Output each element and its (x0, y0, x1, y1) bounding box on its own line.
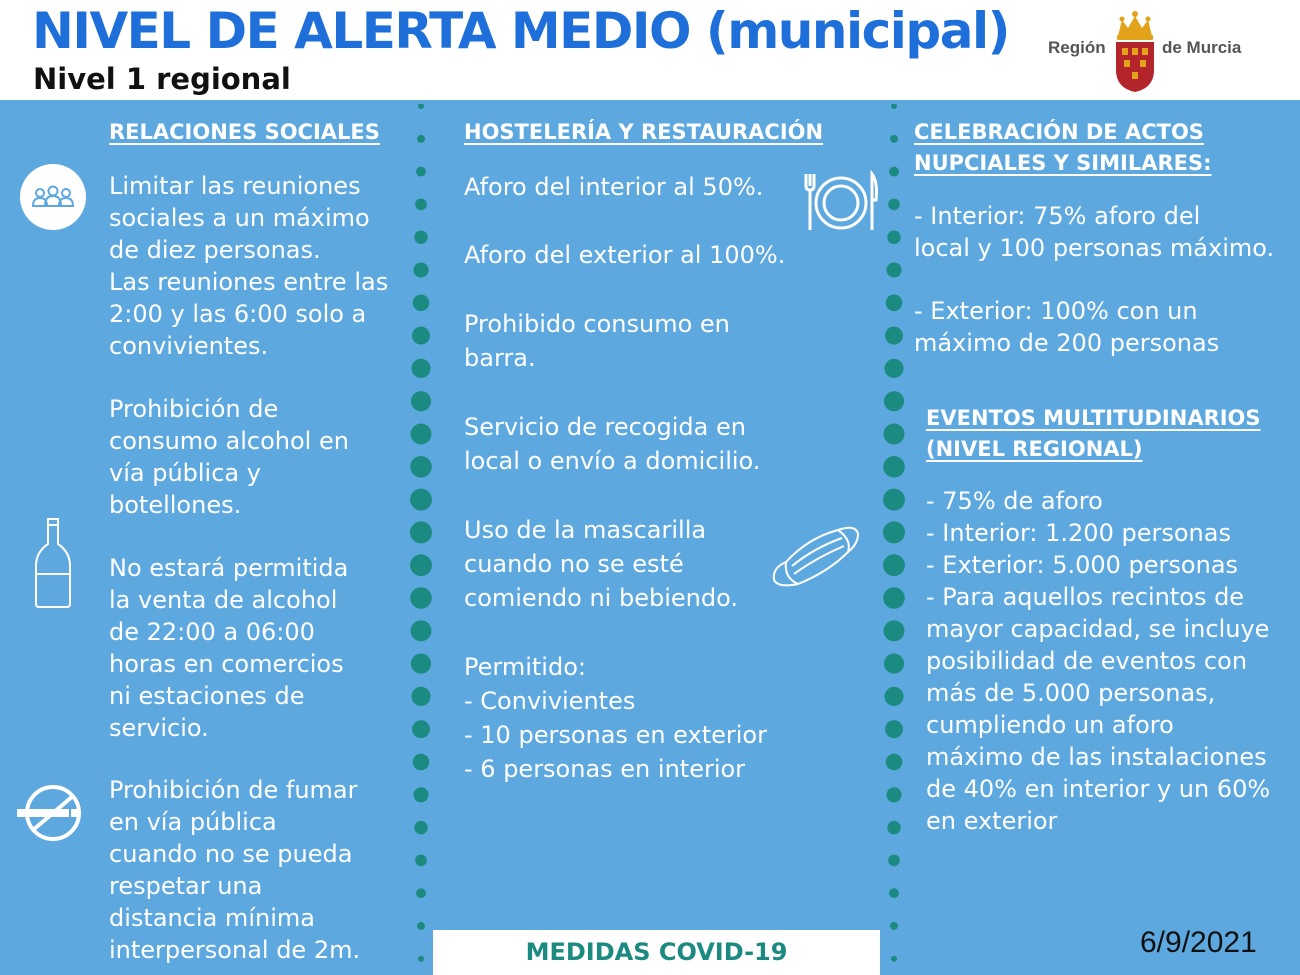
divider-dot (412, 720, 430, 738)
divider-dot (884, 654, 904, 674)
hostel-item-3: Prohibido consumo en barra. (464, 310, 730, 372)
page-subtitle: Nivel 1 regional (33, 62, 291, 96)
divider-dot (887, 821, 900, 834)
divider-dot (415, 855, 427, 867)
events-heading-1: CELEBRACIÓN DE ACTOS NUPCIALES Y SIMILARES: (914, 120, 1212, 175)
divider-dot (413, 787, 428, 802)
divider-dot (417, 922, 425, 930)
divider-dot (884, 391, 904, 411)
divider-dot (887, 230, 900, 243)
social-heading: RELACIONES SOCIALES (109, 120, 380, 144)
dotted-divider-right (882, 104, 906, 974)
divider-dot (410, 456, 432, 478)
divider-dot (416, 167, 426, 177)
divider-dot (411, 391, 431, 411)
divider-dot (884, 620, 905, 641)
divider-dot (889, 167, 899, 177)
plate-cutlery-icon (804, 170, 878, 232)
bottle-icon (32, 516, 74, 610)
divider-dot (418, 104, 424, 109)
header (0, 0, 1300, 100)
divider-dot (891, 104, 897, 109)
divider-dot (411, 654, 431, 674)
social-item-1: Limitar las reuniones sociales a un máximo de diez personas. Las reuniones entre las 2:00 y las 6:00 solo a convivientes. (109, 172, 389, 360)
divider-dot (411, 620, 432, 641)
events-item-1: - Interior: 75% aforo del local y 100 personas máximo. (914, 202, 1275, 262)
events-item-2: - Exterior: 100% con un máximo de 200 personas (914, 297, 1220, 357)
events-item-3: - 75% de aforo - Interior: 1.200 personas - Exterior: 5.000 personas - Para aquellos recintos de mayor capacidad, se incluye posibilidad de eventos con más de 5.000 personas, cumpliendo un aforo máximo de las instalaciones de 40% en interior y un 60% en exterior (926, 487, 1271, 835)
hostel-item-6: Permitido: - Convivientes - 10 personas en exterior - 6 personas en interior (464, 653, 767, 783)
divider-dot (410, 587, 432, 609)
social-item-4: Prohibición de fumar en vía pública cuando no se pueda respetar una distancia mínima interpersonal de 2m. (109, 776, 361, 964)
hostel-item-1: Aforo del interior al 50%. (464, 173, 764, 201)
social-item-2: Prohibición de consumo alcohol en vía pública y botellones. (109, 395, 349, 519)
divider-dot (412, 327, 430, 345)
footer-banner: MEDIDAS COVID-19 (433, 930, 880, 975)
divider-dot (884, 359, 903, 378)
divider-dot (888, 855, 900, 867)
divider-dot (414, 230, 427, 243)
divider-dot (891, 956, 897, 962)
divider-dot (410, 489, 432, 511)
divider-dot (884, 687, 903, 706)
hostel-item-5: Uso de la mascarilla cuando no se esté comiendo ni bebiendo. (464, 516, 738, 612)
divider-dot (885, 327, 903, 345)
dotted-divider-left (409, 104, 433, 974)
logo-right-text: de Murcia (1162, 38, 1242, 57)
no-smoking-icon (17, 782, 89, 844)
divider-dot (886, 787, 901, 802)
divider-dot (411, 687, 430, 706)
divider-dot (418, 956, 424, 962)
divider-dot (886, 294, 903, 311)
divider-dot (890, 135, 898, 143)
divider-dot (883, 489, 905, 511)
divider-dot (883, 554, 905, 576)
divider-dot (415, 199, 427, 211)
divider-dot (410, 521, 432, 543)
divider-dot (411, 359, 430, 378)
divider-dot (416, 888, 426, 898)
group-icon (20, 164, 86, 230)
divider-dot (886, 262, 901, 277)
divider-dot (889, 888, 899, 898)
divider-dot (410, 554, 432, 576)
divider-dot (417, 135, 425, 143)
face-mask-icon (768, 522, 862, 592)
events-heading-2: EVENTOS MULTITUDINARIOS (NIVEL REGIONAL) (926, 406, 1261, 461)
divider-dot (884, 424, 905, 445)
divider-dot (885, 720, 903, 738)
date-label: 6/9/2021 (1140, 926, 1257, 959)
divider-dot (413, 262, 428, 277)
divider-dot (413, 754, 430, 771)
divider-dot (883, 456, 905, 478)
divider-dot (883, 521, 905, 543)
divider-dot (890, 922, 898, 930)
divider-dot (888, 199, 900, 211)
divider-dot (886, 754, 903, 771)
social-item-3: No estará permitida la venta de alcohol de 22:00 a 06:00 horas en comercios ni estaciones de servicio. (109, 554, 349, 742)
region-logo (1040, 8, 1280, 94)
hostel-item-4: Servicio de recogida en local o envío a domicilio. (464, 413, 761, 475)
divider-dot (413, 294, 430, 311)
divider-dot (883, 587, 905, 609)
page-title: NIVEL DE ALERTA MEDIO (municipal) (32, 2, 1009, 60)
hostel-item-2: Aforo del exterior al 100%. (464, 241, 786, 269)
divider-dot (411, 424, 432, 445)
murcia-crest-icon (1112, 8, 1158, 94)
logo-left-text: Región (1048, 38, 1106, 57)
hostel-heading: HOSTELERÍA Y RESTAURACIÓN (464, 120, 824, 144)
divider-dot (414, 821, 427, 834)
